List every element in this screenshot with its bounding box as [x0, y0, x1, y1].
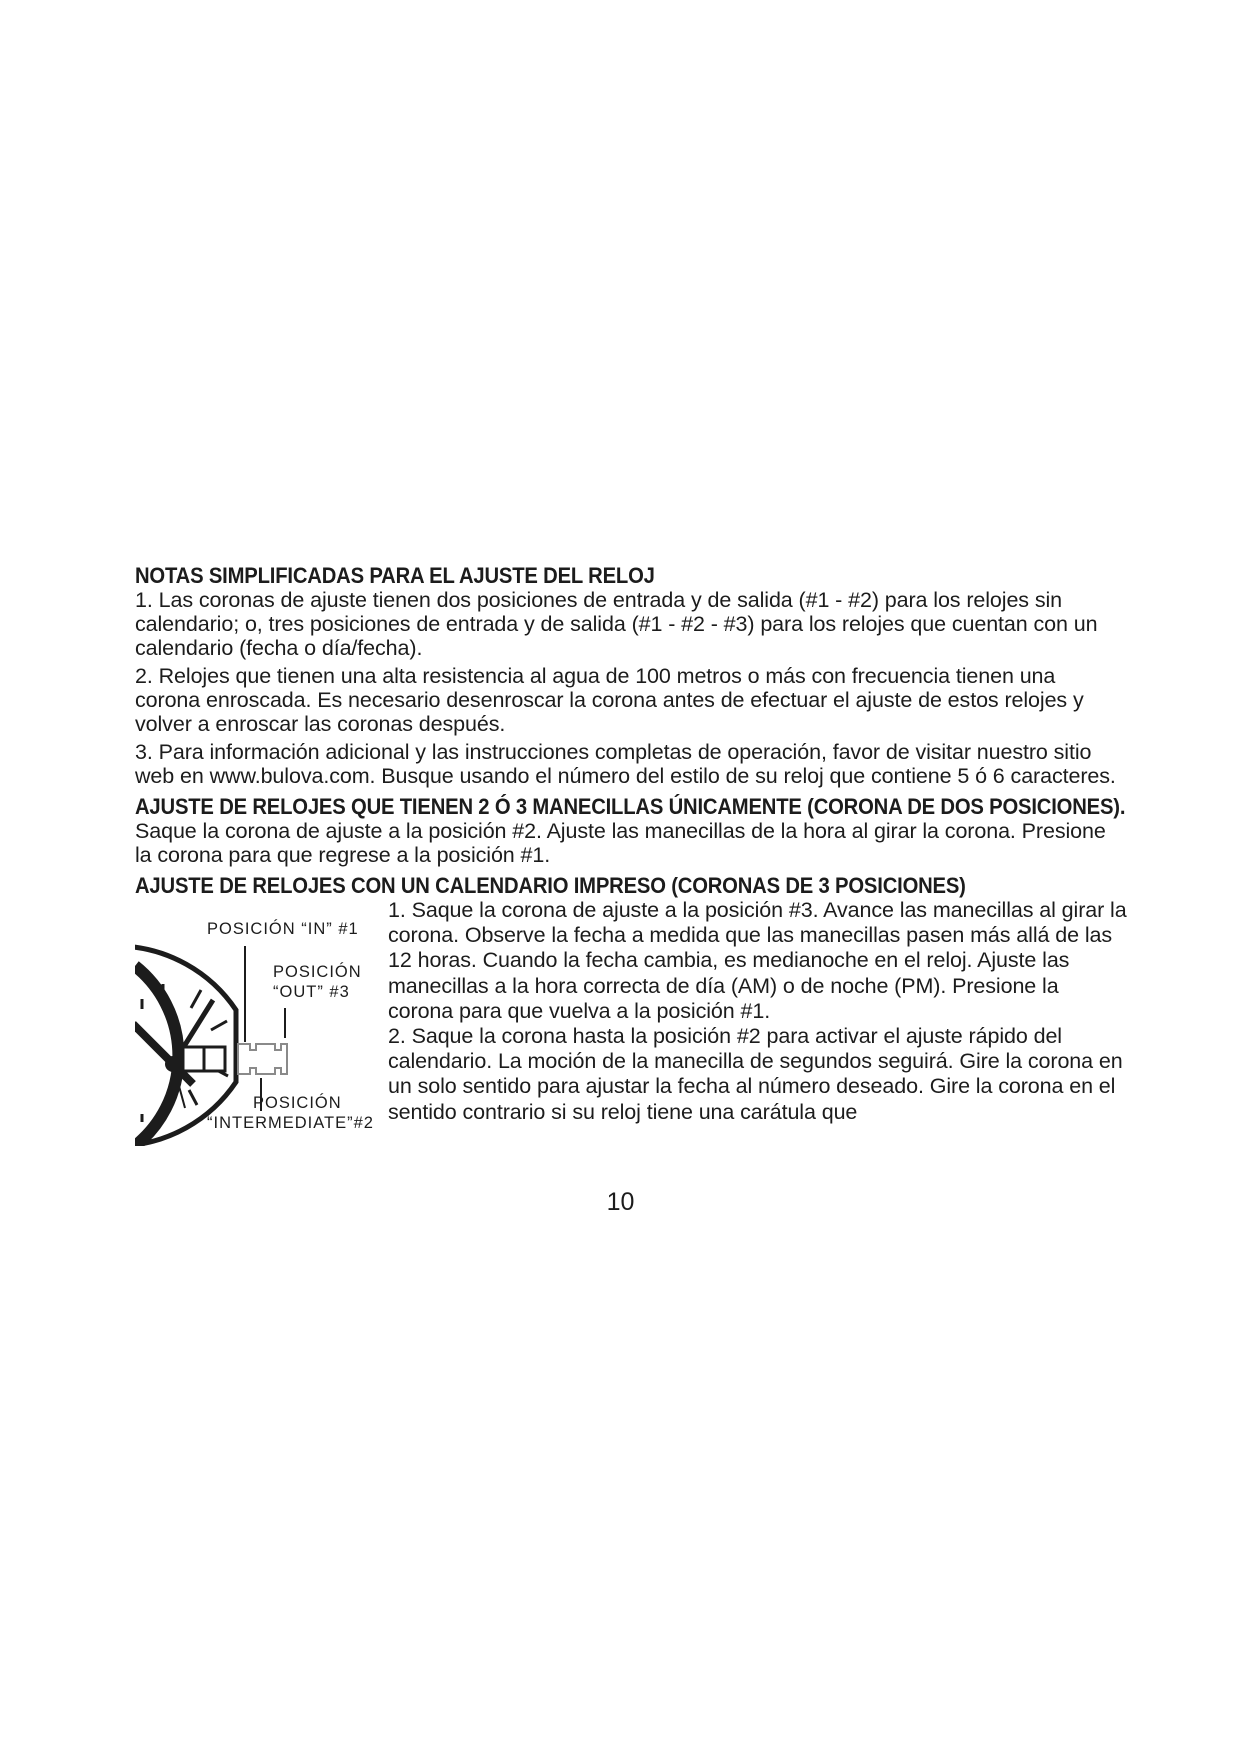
label-position-in: POSICIÓN “IN” #1: [207, 920, 359, 938]
label-position-out-number: “OUT” #3: [273, 983, 350, 1001]
label-position-out: POSICIÓN: [273, 963, 362, 981]
section-two-position-crown: [135, 794, 1125, 867]
paragraph: 1. Las coronas de ajuste tienen dos posiciones de entrada y de salida (#1 - #2) para los relojes sin calendario; o, tres posiciones de entrada y de salida (#1 - #2 - #3) para los relojes que cuentan con un calendario (fecha o día/fecha).: [135, 588, 1098, 660]
section-heading: NOTAS SIMPLIFICADAS PARA EL AJUSTE DEL RELOJ: [135, 563, 655, 588]
crown-positions-diagram: [135, 920, 395, 1146]
paragraph: 1. Saque la corona de ajuste a la posición #3. Avance las manecillas al girar la corona. Observe la fecha a medida que las manecillas pasen más allá de las 12 horas. Cuando la fecha cambia, es medianoche en el reloj. Ajuste las manecillas a la hora correcta de día (AM) o de noche (PM). Presione la corona para que vuelva a la posición #1.: [388, 898, 1127, 1023]
section-three-position-crown: [135, 873, 1125, 1143]
instructions-content: [135, 563, 1125, 1143]
label-position-intermediate-number: “INTERMEDIATE”#2: [207, 1114, 374, 1132]
label-position-intermediate: POSICIÓN: [253, 1094, 342, 1112]
paragraph: Saque la corona de ajuste a la posición #2. Ajuste las manecillas de la hora al girar la corona. Presione la corona para que regrese a la posición #1.: [135, 819, 1106, 867]
paragraph: 3. Para información adicional y las instrucciones completas de operación, favor de visitar nuestro sitio web en www.bulova.com. Busque usando el número del estilo de su reloj que contiene 5 ó 6 caracteres.: [135, 740, 1116, 788]
section-body: [135, 898, 1125, 1143]
section-text: [388, 898, 1128, 1125]
section-heading: AJUSTE DE RELOJES QUE TIENEN 2 Ó 3 MANECILLAS ÚNICAMENTE (CORONA DE DOS POSICIONES).: [135, 794, 1126, 819]
paragraph: 2. Relojes que tienen una alta resistencia al agua de 100 metros o más con frecuencia tienen una corona enroscada. Es necesario desenroscar la corona antes de efectuar el ajuste de estos relojes y volver a enroscar las coronas después.: [135, 664, 1084, 736]
page-number: 10: [606, 1188, 635, 1216]
watch-crown-illustration: [135, 926, 395, 1146]
section-simplified-notes: [135, 563, 1125, 788]
paragraph: 2. Saque la corona hasta la posición #2 para activar el ajuste rápido del calendario. La moción de la manecilla de segundos seguirá. Gire la corona en un solo sentido para ajustar la fecha al número deseado. Gire la corona en el sentido contrario si su reloj tiene una carátula que: [388, 1024, 1123, 1124]
section-heading: AJUSTE DE RELOJES CON UN CALENDARIO IMPRESO (CORONAS DE 3 POSICIONES): [135, 873, 966, 898]
